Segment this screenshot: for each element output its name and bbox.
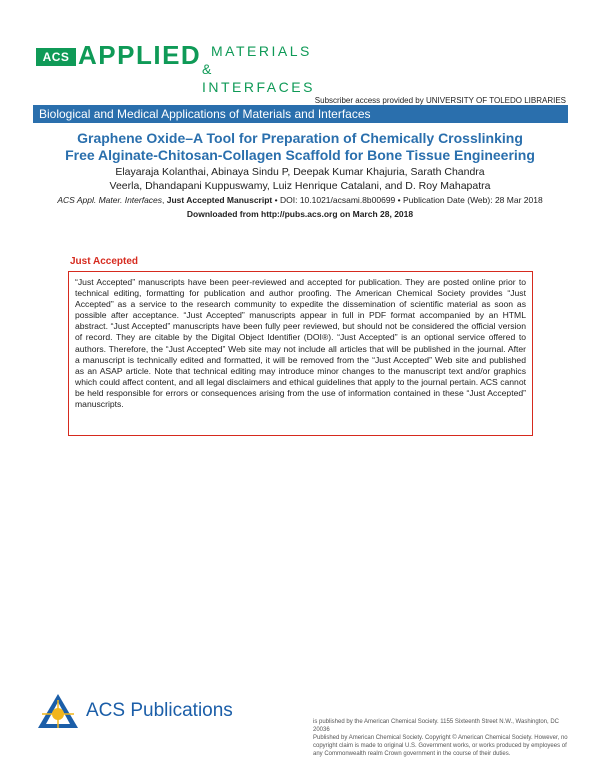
just-accepted-heading: Just Accepted (70, 256, 138, 267)
footer-note-copyright: Published by American Chemical Society. Copyright © American Chemical Society. However, no copyright claim is made to original U.S. Government works, or works produced by employees of any Commonwealth realm Crown government in the course of their duties. (313, 735, 568, 757)
acs-emblem-icon (34, 692, 82, 732)
citation-journal: ACS Appl. Mater. Interfaces (57, 195, 163, 205)
journal-name-materials: MATERIALS (211, 43, 312, 59)
article-title (40, 130, 560, 164)
just-accepted-box (68, 271, 533, 436)
acs-badge: ACS (36, 48, 76, 66)
download-note[interactable]: Downloaded from http://pubs.acs.org on March 28, 2018 (186, 209, 414, 219)
authors-line-1: Elayaraja Kolanthai, Abinaya Sindu P, Deepak Kumar Khajuria, Sarath Chandra (115, 166, 485, 178)
journal-logo (36, 40, 315, 95)
section-banner: Biological and Medical Applications of Materials and Interfaces (33, 105, 568, 123)
subscriber-note: Subscriber access provided by UNIVERSITY OF TOLEDO LIBRARIES (314, 96, 566, 105)
title-line-1: Graphene Oxide–A Tool for Preparation of Chemically Crosslinking (77, 130, 523, 146)
publisher-name: ACS Publications (86, 700, 233, 721)
authors-line-2: Veerla, Dhandapani Kuppuswamy, Luiz Henrique Catalani, and D. Roy Mahapatra (109, 180, 491, 192)
journal-name-interfaces: & INTERFACES (202, 61, 315, 95)
citation-doi-date[interactable]: • DOI: 10.1021/acsami.8b00699 • Publication Date (Web): 28 Mar 2018 (274, 195, 543, 205)
title-line-2: Free Alginate-Chitosan-Collagen Scaffold for Bone Tissue Engineering (65, 147, 535, 163)
acs-publications-logo[interactable] (34, 692, 264, 732)
just-accepted-text: “Just Accepted” manuscripts have been peer-reviewed and accepted for publication. They are posted online prior to technical editing, formatting for publication and author proofing. The American Chemical Society provides “Just Accepted” as a service to the research community to expedite the dissemination of scientific material as soon as possible after acceptance. “Just Accepted” manuscripts appear in full in PDF format accompanied by an HTML abstract. “Just Accepted” manuscripts have been fully peer reviewed, but should not be considered the official version of record. They are citable by the Digital Object Identifier (DOI®). “Just Accepted” is an optional service offered to authors. Therefore, the “Just Accepted” Web site may not include all articles that will be published in the journal. After a manuscript is technically edited and formatted, it will be removed from the “Just Accepted” Web site and published as an ASAP article. Note that technical editing may introduce minor changes to the manuscript text and/or graphics which could affect content, and all legal disclaimers and ethical guidelines that apply to the journal pertain. ACS cannot be held responsible for errors or consequences arising from the use of information contained in these “Just Accepted” manuscripts. (75, 277, 526, 410)
citation-status: Just Accepted Manuscript (166, 195, 273, 205)
footer-note-address: is published by the American Chemical Society. 1155 Sixteenth Street N.W., Washington, DC 20036 (313, 719, 560, 733)
journal-name-applied: APPLIED (78, 40, 202, 70)
author-list (40, 165, 560, 193)
citation-line: ACS Appl. Mater. Interfaces, Just Accepted Manuscript • DOI: 10.1021/acsami.8b00699 • Publication Date (Web): 28 Mar 2018 (57, 195, 543, 205)
footer-notes (313, 718, 573, 758)
